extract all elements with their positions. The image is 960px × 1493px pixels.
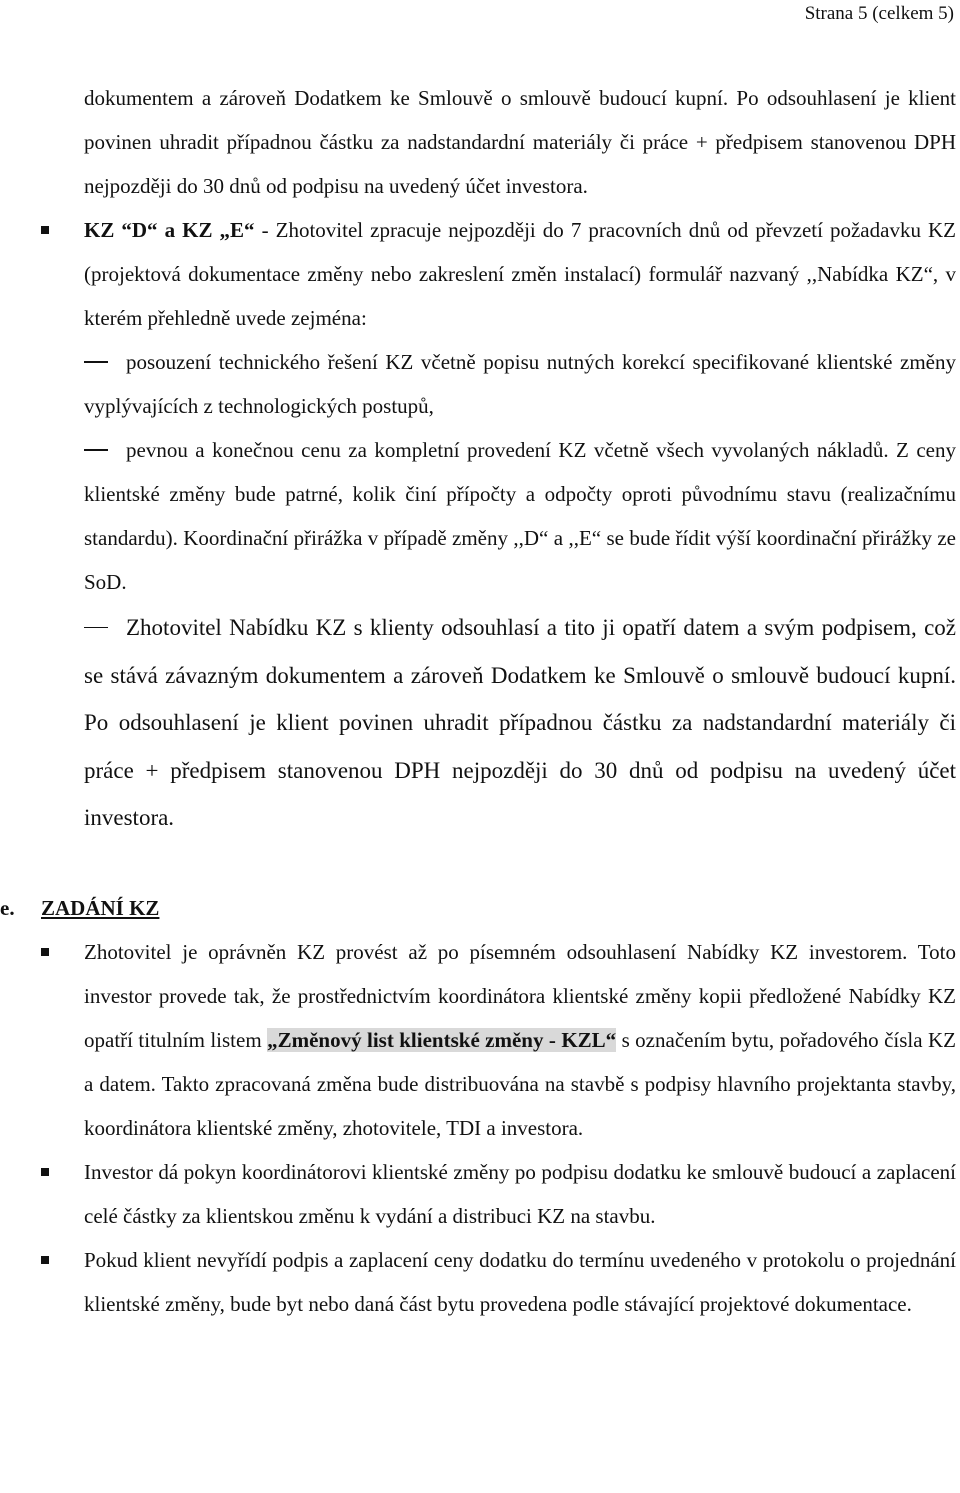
dash-item-3 [84, 604, 956, 842]
page-number: Strana 5 (celkem 5) [804, 3, 954, 24]
document-body [0, 76, 956, 1326]
square-bullet-icon [41, 1168, 49, 1176]
section-letter: e. [0, 895, 15, 920]
dash-item-1-text: posouzení technického řešení KZ včetně popisu nutných korekcí specifikované klientské změny vyplývajících z technologických postupů, [84, 350, 956, 418]
highlighted-form-title: „Změnový list klientské změny - KZL“ [267, 1027, 617, 1052]
square-bullet-icon [41, 226, 49, 234]
bullet-e-2-text: Investor dá pokyn koordinátorovi klientské změny po podpisu dodatku ke smlouvě budoucí a zaplacení celé částky za klientskou změnu k vydání a distribuci KZ na stavbu. [84, 1159, 956, 1228]
bullet-kz-d-e-body: - Zhotovitel zpracuje nejpozději do 7 pracovních dnů od převzetí požadavku KZ (projektová dokumentace změny nebo zakreslení změn instalací) formulář nazvaný ,,Nabídka KZ“, v kterém přehledně uvede zejména: [84, 218, 956, 330]
square-bullet-icon [41, 948, 49, 956]
bullet-e-1-after: s označením bytu, pořadového čísla KZ a datem. Takto zpracovaná změna bude distribuována na stavbě s podpisy hlavního projektanta stavby, koordinátora klientské změny, zhotovitele, TDI a investora. [84, 1027, 956, 1140]
bullet-kz-d-e [84, 208, 956, 340]
bullet-e-3 [84, 1238, 956, 1326]
dash-item-1 [84, 340, 956, 428]
dash-item-2-text: pevnou a konečnou cenu za kompletní provedení KZ včetně všech vyvolaných nákladů. Z ceny klientské změny bude patrné, kolik činí přípočty a odpočty oproti původnímu stavu (realizačnímu standardu). Koordinační přirážka v případě změny ,,D“ a ,,E“ se bude řídit výší koordinační přirážky ze SoD. [84, 438, 956, 594]
bullet-e-1 [84, 930, 956, 1150]
bullet-lead-bold: KZ “D“ a KZ „E“ [84, 218, 255, 242]
dash-item-3-text: Zhotovitel Nabídku KZ s klienty odsouhlasí a tito ji opatří datem a svým podpisem, což se stává závazným dokumentem a zároveň Dodatkem ke Smlouvě o smlouvě budoucí kupní. Po odsouhlasení je klient povinen uhradit případnou částku za nadstandardní materiály či práce + předpisem stanovenou DPH nejpozději do 30 dnů od podpisu na uvedený účet investora. [84, 615, 956, 830]
section-title: ZADÁNÍ KZ [41, 895, 160, 920]
section-heading-e [0, 886, 956, 930]
bullet-e-3-text: Pokud klient nevyřídí podpis a zaplacení ceny dodatku do termínu uvedeného v protokolu o projednání klientské změny, bude byt nebo daná část bytu provedena podle stávající projektové dokumentace. [84, 1247, 956, 1316]
dash-item-2 [84, 428, 956, 604]
bullet-e-1-before: Zhotovitel je oprávněn KZ provést až po písemném odsouhlasení Nabídky KZ investorem. Toto investor provede tak, že prostřednictvím koordinátora klientské změny kopii předložené Nabídky KZ opatří titulním listem [84, 939, 956, 1052]
dash-icon [84, 627, 108, 629]
bullet-e-2 [84, 1150, 956, 1238]
dash-icon [84, 361, 108, 363]
bullet-e-1-text [84, 930, 956, 1150]
bullet-kz-d-e-text [84, 208, 956, 340]
paragraph-continuation: dokumentem a zároveň Dodatkem ke Smlouvě o smlouvě budoucí kupní. Po odsouhlasení je klient povinen uhradit případnou částku za nadstandardní materiály či práce + předpisem stanovenou DPH nejpozději do 30 dnů od podpisu na uvedený účet investora. [84, 86, 956, 198]
square-bullet-icon [41, 1256, 49, 1264]
dash-icon [84, 449, 108, 451]
